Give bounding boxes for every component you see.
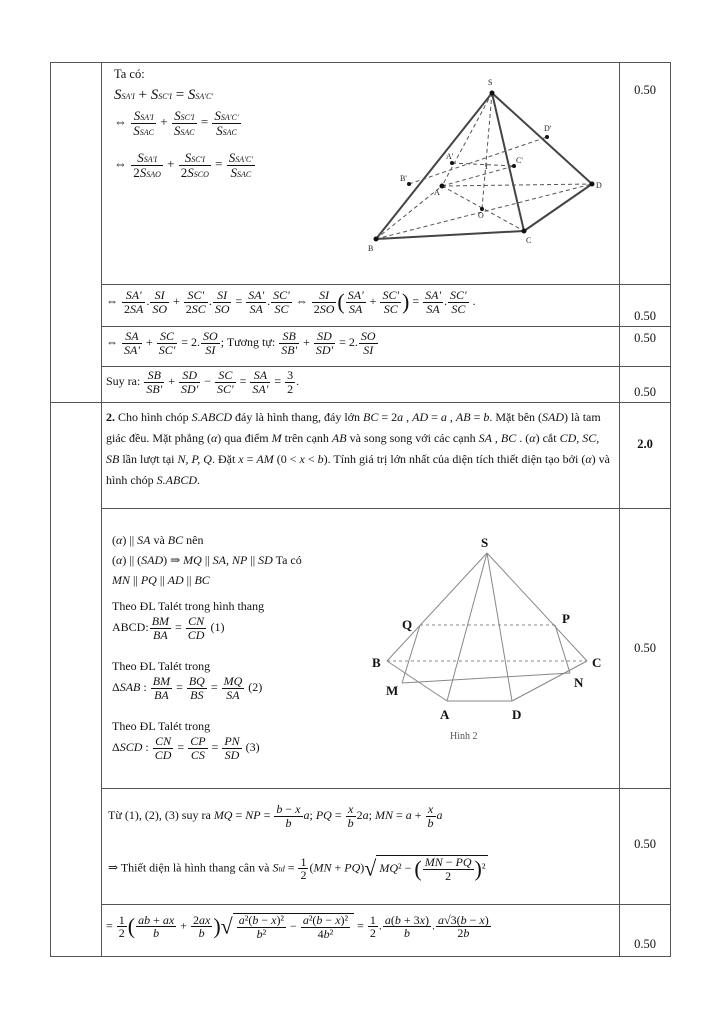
fig1-label-c: C [526, 236, 532, 245]
fig1-label-o: O [478, 211, 484, 220]
row-4-content [102, 367, 620, 403]
fig2-label-n: N [574, 675, 584, 690]
fig2-label-d: D [512, 707, 522, 722]
row-3-score: 0.50 [620, 327, 671, 367]
row-1 [51, 63, 671, 285]
parallel-3: MN || PQ || AD || BC [112, 573, 210, 587]
row-2-score: 0.50 [620, 285, 671, 327]
fig1-label-a-prime: A' [446, 152, 454, 161]
fig1-label-d-prime: D' [544, 124, 552, 133]
fig2-label-b: B [372, 655, 381, 670]
ratio-2: ΔSAB : $\frac{BM}{BA}$ = $\frac{BQ}{BS}$ = $\frac{MQ}{SA}$ (2) [112, 674, 263, 702]
ratio-3: ΔSCD : $\frac{CN}{CD}$ = $\frac{CP}{CS}$ = $\frac{PN}{SD}$ (3) [112, 734, 260, 762]
row-8-content [102, 905, 620, 957]
fig1-label-b: B [368, 244, 374, 253]
fig2-label-s: S [481, 535, 489, 550]
figure-caption: Hình 2 [450, 731, 478, 742]
formula-9: = $\frac{1}{2}$ ( $\frac{ab + ax}{b}$ + $\frac{2ax}{b}$ )√ $\frac{\text{a²(b − x)²}}{\text{b²}}$ − $\frac{\text{a²(b − x)²}}{\text{4b²}}$ = $\frac{1}{2}$ . $\frac{a(b + 3x)}{b}$ . $\frac{a√3(b - x)}{2b}$ [106, 912, 489, 941]
formula-8: ⇒ Thiết diện là hình thang cân và Std = $\frac{1}{2}$ (MN + PQ)√ MQ² − ( $\frac{MN - PQ}{2}$ )² [108, 855, 488, 882]
formula-2: ⇔ $\frac{\text{SSA'I}}{\text{SSAC}}$ + $\frac{\text{SSC'I}}{\text{SSAC}}$ = $\frac{\text{SSA'C'}}{\text{SSAC}}$ [114, 108, 239, 138]
fig1-label-b-prime: B' [400, 174, 407, 183]
row-3-content [102, 327, 620, 367]
row-7 [51, 789, 671, 905]
formula-5: ⇔ $\frac{SA}{SA'}$ + $\frac{SC}{SC'}$ = 2. $\frac{SO}{SI}$ ; Tương tự: $\frac{SB}{SB'}$ + $\frac{SD}{SD'}$ = 2. $\frac{SO}{SI}$ [106, 329, 376, 357]
row-3 [51, 327, 671, 367]
parallel-2: (α) || (SAD) ⇒ MQ || SA, NP || SD Ta có [112, 553, 302, 567]
fig1-label-i: I [485, 162, 488, 171]
intro-text: Ta có: [114, 67, 145, 81]
formula-6: Suy ra: $\frac{SB}{SB'}$ + $\frac{SD}{SD'}$ − $\frac{SC}{SC'}$ = $\frac{SA}{SA'}$ = $\frac{3}{2}$ . [106, 368, 300, 396]
pyramid-figure-2 [362, 533, 632, 753]
row-6 [51, 509, 671, 789]
row-7-content [102, 789, 620, 905]
thales-1: Theo ĐL Talét trong [112, 659, 211, 673]
pyramid-figure-1 [362, 71, 662, 271]
parallel-1: (α) || SA và BC nên [112, 533, 204, 547]
problem-2-text: 2. Cho hình chóp S.ABCD đáy là hình thang, đáy lớn BC = 2a , AD = a , AB = b. Mặt bên (SAD) là tam giác đều. Mặt phẳng (α) qua điểm M trên cạnh AB và song song với các cạnh SA , BC . (α) cắt CD, SC, SB lần lượt tại N, P, Q. Đặt x = AM (0 < x < b). Tính giá trị lớn nhất của diện tích thiết diện tạo bởi (α) và hình chóp S.ABCD. [106, 410, 610, 487]
blank-cell-2 [51, 403, 102, 957]
row-1-score: 0.50 [620, 63, 671, 285]
row-8-score: 0.50 [620, 905, 671, 957]
blank-cell [51, 63, 102, 403]
row-2-content [102, 285, 620, 327]
fig2-label-c: C [592, 655, 602, 670]
fig1-label-a: A [434, 188, 440, 197]
row-4-score: 0.50 [620, 367, 671, 403]
row-2 [51, 285, 671, 327]
row-5-score: 2.0 [620, 403, 671, 509]
row-7-score: 0.50 [620, 789, 671, 905]
row-6-content [102, 509, 620, 789]
row-6-score: 0.50 [620, 509, 671, 789]
row-4 [51, 367, 671, 403]
similar-label: Tương tự: [226, 334, 276, 349]
fig2-label-p: P [562, 611, 570, 626]
fig1-label-d: D [596, 181, 602, 190]
formula-1: SSA'I + SSC'I = SSA'C' [114, 87, 214, 103]
thales-trapezoid: Theo ĐL Talét trong hình thang [112, 599, 265, 613]
ratio-1: ABCD: $\frac{BM}{BA}$ = $\frac{CN}{CD}$ (1) [112, 614, 225, 642]
thales-2: Theo ĐL Talét trong [112, 719, 211, 733]
fig1-label-c-prime: C' [516, 156, 523, 165]
problem-2 [102, 403, 620, 509]
fig2-label-a: A [440, 707, 450, 722]
formula-7: Từ (1), (2), (3) suy ra MQ = NP = $\frac{b - x}{b}$ a; PQ = $\frac{x}{b}$ 2a; MN = a + $\frac{x}{b}$ a [108, 802, 443, 830]
row-1-content [102, 63, 620, 285]
fig2-label-q: Q [402, 617, 413, 632]
row-8 [51, 905, 671, 957]
formula-4: ⇔ $\frac{SA'}{2SA}$ . $\frac{SI}{SO}$ + $\frac{SC'}{2SC}$ . $\frac{SI}{SO}$ = $\frac{SA'}{SA}$ . $\frac{SC'}{SC}$ ⇔ $\frac{SI}{2SO}$ ( $\frac{SA'}{SA}$ + $\frac{SC'}{SC}$ ) = $\frac{SA'}{SA}$ . $\frac{SC'}{SC}$ . [106, 288, 476, 316]
fig1-label-s: S [488, 78, 493, 87]
formula-3: ⇔ $\frac{\text{SSA'I}}{\text{2SSAO}}$ + $\frac{\text{SSC'I}}{\text{2SSCO}}$ = $\frac{\text{SSA'C'}}{\text{SSAC}}$ [114, 150, 253, 180]
solution-table [50, 62, 671, 957]
row-5 [51, 403, 671, 509]
fig2-label-m: M [386, 683, 399, 698]
